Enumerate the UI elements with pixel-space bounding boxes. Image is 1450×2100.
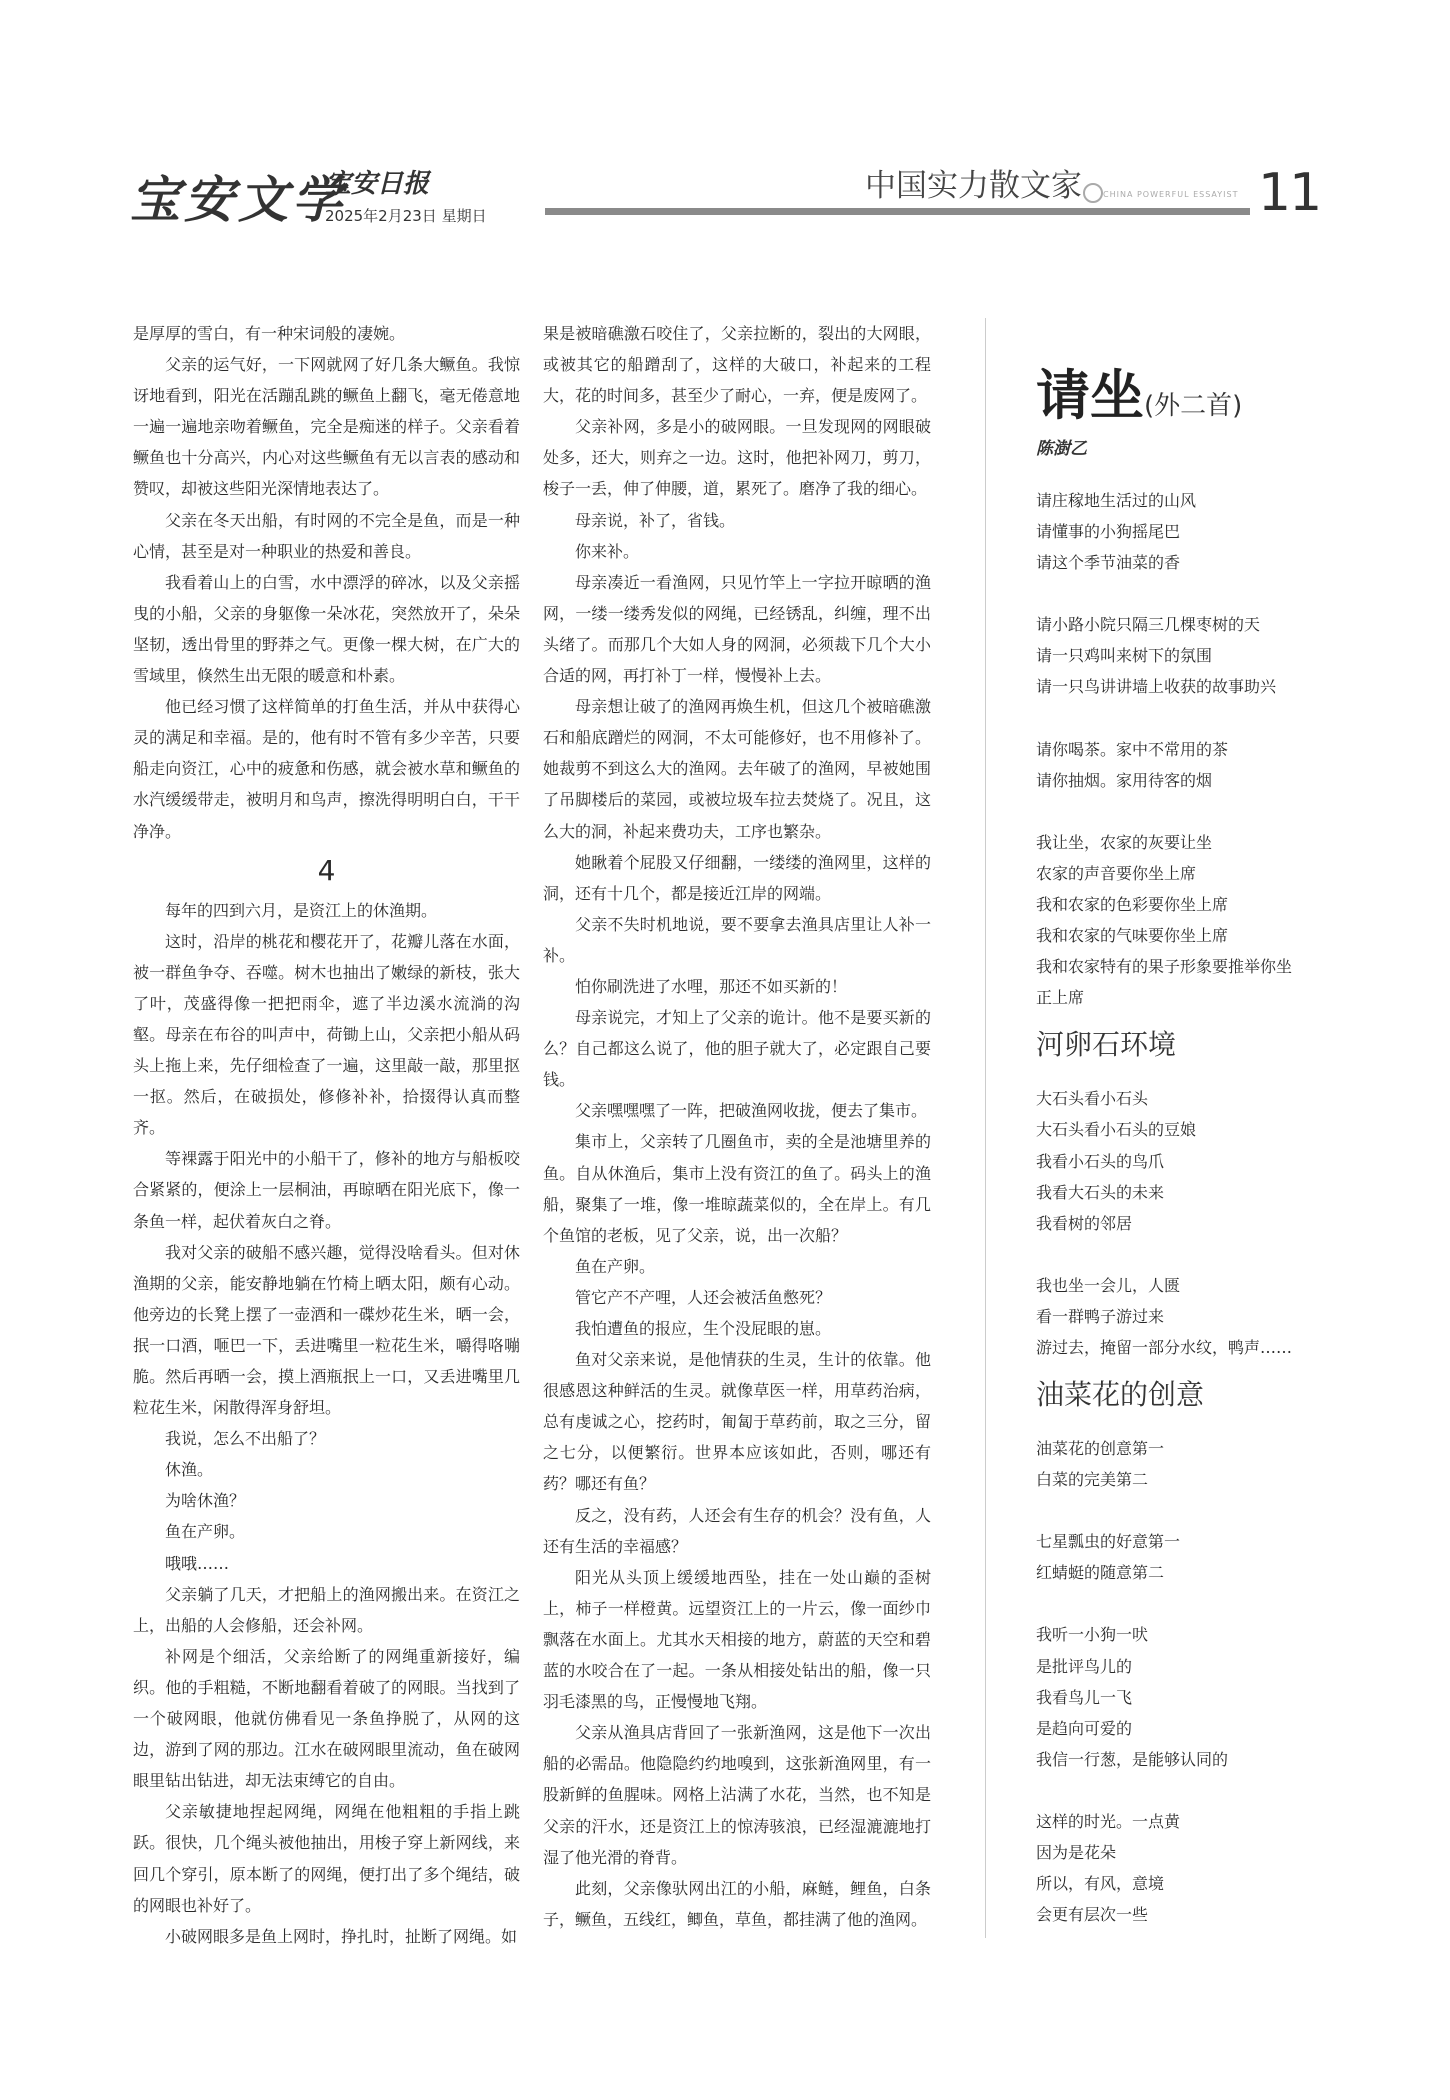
dialogue-line: 哦哦…… <box>165 1553 230 1573</box>
stanza <box>1036 1083 1336 1238</box>
poem-subtitle: 油菜花的创意 <box>1036 1378 1205 1412</box>
poem-line: 农家的声音要你坐上席 <box>1036 863 1197 883</box>
dialogue-line: 我说，怎么不出船了？ <box>165 1429 326 1449</box>
paper-name: 宝安日报 <box>325 169 430 199</box>
poem-line: 我也坐一会儿，人匮 <box>1036 1275 1181 1295</box>
dialogue-line: 鱼在产卵。 <box>165 1522 246 1542</box>
paragraph: 补网是个细活，父亲给断了的网绳重新接好，编织。他的手粗糙，不断地翻看着破了的网眼。当找到了一个破网眼，他就仿佛看见一条鱼挣脱了，从网的这边，游到了网的那边。江水在破网眼里流动，鱼在破网眼里钻出钻进，却无法束缚它的自由。 <box>133 1646 520 1791</box>
paragraph: 果是被暗礁激石咬住了，父亲拉断的，裂出的大网眼，或被其它的船蹭刮了，这样的大破口，补起来的工程大，花的时间多，甚至少了耐心，一弃，便是废网了。 <box>543 324 931 406</box>
paragraph: 这时，沿岸的桃花和樱花开了，花瓣儿落在水面，被一群鱼争夺、吞噬。树木也抽出了嫩绿的新枝，张大了叶，茂盛得像一把把雨伞，遮了半边溪水流淌的沟壑。母亲在布谷的叫声中，荷锄上山，父亲把小船从码头上拖上来，先仔细检查了一遍，这里敲一敲，那里抠一抠。然后，在破损处，修修补补，拾掇得认真而整齐。 <box>133 931 520 1138</box>
page-header <box>0 0 1450 260</box>
decor-circle-icon <box>1083 183 1103 203</box>
dialogue-line: 休渔。 <box>165 1460 214 1480</box>
poem-line: 大石头看小石头 <box>1036 1089 1149 1109</box>
paragraph: 管它产不产哩，人还会被活鱼憋死？ <box>575 1287 832 1307</box>
paragraph: 母亲想让破了的渔网再焕生机，但这几个被暗礁激石和船底蹭烂的网洞，不太可能修好，也不用修补了。她裁剪不到这么大的渔网。去年破了的渔网，早被她围了吊脚楼后的菜园，或被垃圾车拉去焚烧了。况且，这么大的洞，补起来费功夫，工序也繁杂。 <box>543 697 931 841</box>
poem-line: 看一群鸭子游过来 <box>1036 1306 1165 1326</box>
paragraph: 鱼对父亲来说，是他情获的生灵，生计的依靠。他很感恩这种鲜活的生灵。就像草医一样，用草药治病，总有虔诚之心，挖药时，匍匐于草药前，取之三分，留之七分，以便繁衍。世界本应该如此，否则，哪还有药？哪还有鱼？ <box>543 1350 931 1494</box>
article-column-2 <box>543 318 931 1935</box>
poem-title-suffix: (外二首) <box>1144 391 1243 421</box>
poem-line: 因为是花朵 <box>1036 1843 1117 1862</box>
stanza <box>1036 827 1336 1014</box>
paragraph: 我对父亲的破船不感兴趣，觉得没啥看头。但对休渔期的父亲，能安静地躺在竹椅上晒太阳，颇有心动。他旁边的长凳上摆了一壶酒和一碟炒花生米，晒一会，抿一口酒，咂巴一下，丢进嘴里一粒花生米，嚼得咯嘣脆。然后再晒一会，摸上酒瓶抿上一口，又丢进嘴里几粒花生米，闲散得浑身舒坦。 <box>133 1242 520 1418</box>
poem-line: 我看鸟儿一飞 <box>1036 1687 1133 1707</box>
author-name: 陈澍乙 <box>1036 439 1087 459</box>
paragraph: 父亲补网，多是小的破网眼。一旦发现网的网眼破处多，还大，则弃之一边。这时，他把补网刀，剪刀，梭子一丢，伸了伸腰，道，累死了。磨净了我的细心。 <box>543 417 931 499</box>
poem-line: 游过去，掩留一部分水纹，鸭声…… <box>1036 1337 1293 1357</box>
paragraph: 等裸露于阳光中的小船干了，修补的地方与船板咬合紧紧的，便涂上一层桐油，再晾晒在阳光底下，像一条鱼一样，起伏着灰白之脊。 <box>133 1149 520 1231</box>
stanza <box>1036 734 1336 796</box>
paragraph: 母亲凑近一看渔网，只见竹竿上一字拉开晾晒的渔网，一缕一缕秀发似的网绳，已经锈乱，纠缠，理不出头绪了。而那几个大如人身的网洞，必须裁下几个大小合适的网，再打补丁一样，慢慢补上去。 <box>543 572 931 686</box>
poem-line: 我听一小狗一吠 <box>1036 1625 1149 1645</box>
paragraph: 怕你刷洗进了水哩，那还不如买新的！ <box>575 976 848 996</box>
poem-line: 请你喝茶。家中不常用的茶 <box>1036 739 1229 759</box>
paragraph: 我怕遭鱼的报应，生个没屁眼的崽。 <box>575 1319 832 1338</box>
section-number: 4 <box>317 853 336 887</box>
poem-line: 我信一行葱，是能够认同的 <box>1036 1749 1229 1769</box>
poem-line: 是趋向可爱的 <box>1036 1718 1133 1738</box>
stanza <box>1036 1619 1336 1774</box>
paragraph: 父亲敏捷地捏起网绳，网绳在他粗粗的手指上跳跃。很快，几个绳头被他抽出，用梭子穿上新网线，来回几个穿引，原本断了的网绳，便打出了多个绳结，破的网眼也补好了。 <box>133 1802 520 1915</box>
poem-line: 油菜花的创意第一 <box>1036 1439 1165 1459</box>
paragraph: 集市上，父亲转了几圈鱼市，卖的全是池塘里养的鱼。自从休渔后，集市上没有资江的鱼了。码头上的渔船，聚集了一堆，像一堆晾蔬菜似的，全在岸上。有几个鱼馆的老板，见了父亲，说，出一次船？ <box>543 1132 931 1245</box>
poem-line: 请庄稼地生活过的山风 <box>1036 491 1197 510</box>
header-rule <box>545 208 1250 215</box>
paragraph: 鱼在产卵。 <box>575 1256 656 1276</box>
poem-line: 大石头看小石头的豆娘 <box>1036 1120 1197 1140</box>
paragraph: 我看着山上的白雪，水中漂浮的碎冰，以及父亲摇曳的小船，父亲的身躯像一朵冰花，突然放开了，朵朵坚韧，透出骨里的野莽之气。更像一棵大树，在广大的雪域里，倏然生出无限的暖意和朴素。 <box>133 572 520 686</box>
stanza <box>1036 1270 1336 1363</box>
poem-line: 请小路小院只隔三几棵枣树的天 <box>1036 615 1261 635</box>
poem-line: 是批评鸟儿的 <box>1036 1656 1133 1676</box>
paragraph: 是厚厚的雪白，有一种宋词般的凄婉。 <box>133 324 406 343</box>
poem-line: 七星瓢虫的好意第一 <box>1036 1532 1181 1552</box>
column-subtitle: CHINA POWERFUL ESSAYIST <box>1103 190 1239 199</box>
poetry-column <box>1036 360 1336 1961</box>
poem-line: 红蜻蜓的随意第二 <box>1036 1563 1165 1583</box>
poem-line: 会更有层次一些 <box>1036 1905 1149 1925</box>
column-title: 中国实力散文家 <box>865 168 1082 204</box>
paragraph: 父亲躺了几天，才把船上的渔网搬出来。在资江之上，出船的人会修船，还会补网。 <box>133 1584 520 1635</box>
poem-line: 我和农家的色彩要你坐上席 <box>1036 894 1229 914</box>
stanza <box>1036 1806 1336 1930</box>
column-divider <box>985 318 986 1938</box>
paragraph: 父亲不失时机地说，要不要拿去渔具店里让人补一补。 <box>543 914 931 965</box>
paragraph: 她瞅着个屁股又仔细翻，一缕缕的渔网里，这样的洞，还有十几个，都是接近江岸的网端。 <box>543 852 931 903</box>
stanza <box>1036 1433 1336 1495</box>
poem-line: 这样的时光。一点黄 <box>1036 1811 1181 1831</box>
poem-line: 请一只鸡叫来树下的氛围 <box>1036 646 1213 666</box>
poem-line: 我看大石头的未来 <box>1036 1182 1165 1202</box>
poem-line: 我看小石头的鸟爪 <box>1036 1151 1165 1171</box>
poem-line: 我和农家的气味要你坐上席 <box>1036 926 1229 946</box>
stanza <box>1036 485 1336 578</box>
poem-line: 所以，有风，意境 <box>1036 1874 1165 1894</box>
poem-line: 白菜的完美第二 <box>1036 1470 1149 1490</box>
paragraph: 父亲在冬天出船，有时网的不完全是鱼，而是一种心情，甚至是对一种职业的热爱和善良。 <box>133 510 520 561</box>
paragraph: 母亲说完，才知上了父亲的诡计。他不是要买新的么？自己都这么说了，他的胆子就大了，必定跟自己要钱。 <box>543 1008 931 1090</box>
paragraph: 小破网眼多是鱼上网时，挣扎时，扯断了网绳。如 <box>165 1926 518 1946</box>
poem-title <box>1036 360 1336 430</box>
paragraph: 你来补。 <box>575 541 640 561</box>
page-number: 11 <box>1258 163 1321 223</box>
poem-line: 请懂事的小狗摇尾巴 <box>1036 522 1181 542</box>
paragraph: 母亲说，补了，省钱。 <box>575 510 736 530</box>
paragraph: 父亲的运气好，一下网就网了好几条大鳜鱼。我惊讶地看到，阳光在活蹦乱跳的鳜鱼上翻飞，毫无倦意地一遍一遍地亲吻着鳜鱼，完全是痴迷的样子。父亲看着鳜鱼也十分高兴，内心对这些鳜鱼有无以言表的感动和赞叹，却被这些阳光深情地表达了。 <box>133 355 520 499</box>
paragraph: 此刻，父亲像驮网出江的小船，麻鲢，鲤鱼，白条子，鳜鱼，五线红，鲫鱼，草鱼，都挂满了他的渔网。 <box>543 1878 931 1929</box>
poem-line: 请你抽烟。家用待客的烟 <box>1036 770 1213 790</box>
paragraph: 反之，没有药，人还会有生存的机会？没有鱼，人还有生活的幸福感？ <box>543 1505 931 1556</box>
poem-line: 我和农家特有的果子形象要推举你坐 <box>1036 957 1293 977</box>
poem-line: 我看树的邻居 <box>1036 1213 1133 1233</box>
paragraph: 父亲从渔具店背回了一张新渔网，这是他下一次出船的必需品。他隐隐约约地嗅到，这张新渔网里，有一股新鲜的鱼腥味。网格上沾满了水花，当然，也不知是父亲的汗水，还是资江上的惊涛骇浪，已经湿漉漉地打湿了他光滑的脊背。 <box>543 1723 931 1867</box>
paragraph: 父亲嘿嘿嘿了一阵，把破渔网收拢，便去了集市。 <box>575 1101 928 1121</box>
stanza <box>1036 609 1336 702</box>
paragraph: 他已经习惯了这样简单的打鱼生活，并从中获得心灵的满足和幸福。是的，他有时不管有多少辛苦，只要船走向资江，心中的疲惫和伤感，就会被水草和鳜鱼的水汽缓缓带走，被明月和鸟声，擦洗得明明白白，干干净净。 <box>133 697 520 841</box>
paragraph: 每年的四到六月，是资江上的休渔期。 <box>165 900 438 920</box>
poem-line: 请一只鸟讲讲墙上收获的故事助兴 <box>1036 677 1277 697</box>
paragraph: 阳光从头顶上缓缓地西坠，挂在一处山巅的歪树上，柿子一样橙黄。远望资江上的一片云，像一面纱巾飘落在水面上。尤其水天相接的地方，蔚蓝的天空和碧蓝的水咬合在了一起。一条从相接处钻出的船，像一只羽毛漆黑的鸟，正慢慢地飞翔。 <box>543 1567 931 1712</box>
poem-line: 我让坐，农家的灰要让坐 <box>1036 832 1213 852</box>
dialogue-line: 为啥休渔？ <box>165 1491 246 1511</box>
poem-title-main: 请坐 <box>1036 363 1144 427</box>
article-column-1 <box>133 318 520 1952</box>
poem-line: 正上席 <box>1036 988 1085 1008</box>
poem-line: 请这个季节油菜的香 <box>1036 553 1181 573</box>
masthead-logo: 宝安文学 <box>130 170 346 229</box>
poem-subtitle: 河卵石环境 <box>1036 1028 1177 1062</box>
publication-date: 2025年2月23日 星期日 <box>325 207 487 225</box>
stanza <box>1036 1526 1336 1588</box>
